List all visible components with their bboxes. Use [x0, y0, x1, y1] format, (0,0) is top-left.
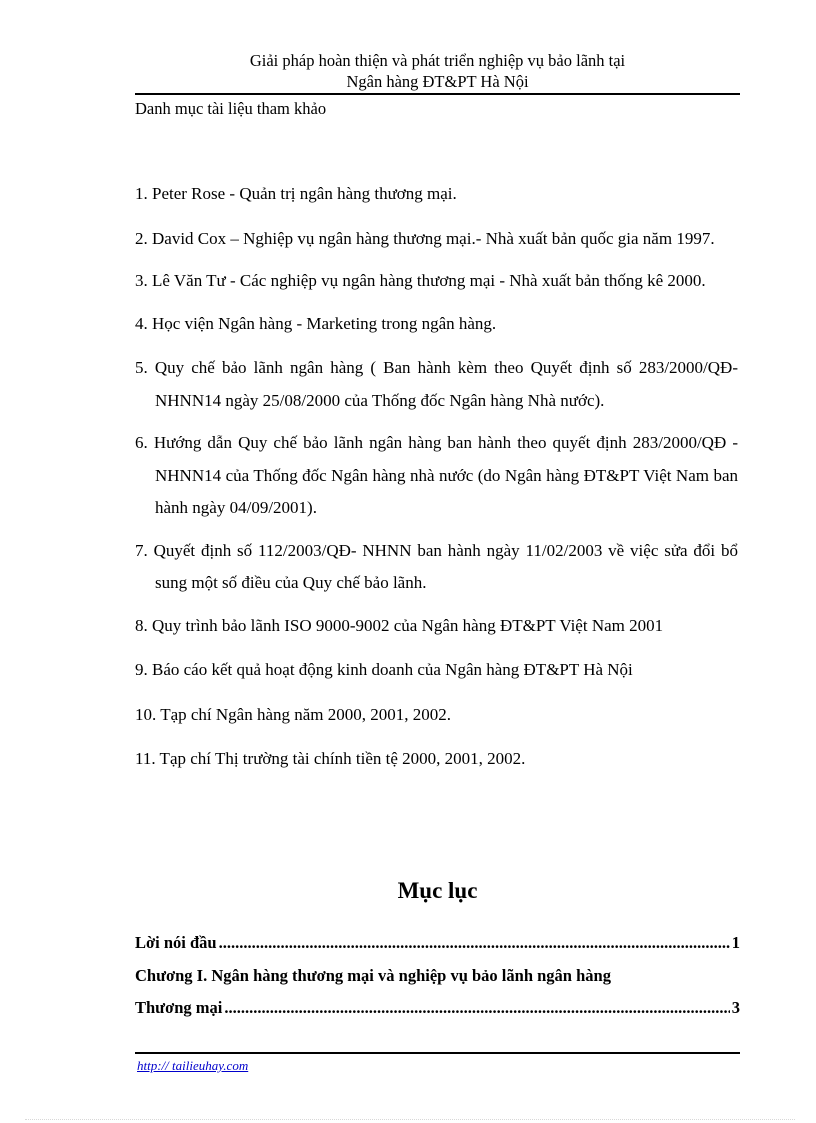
reference-item: 4. Học viện Ngân hàng - Marketing trong ngân hàng. [135, 313, 497, 333]
reference-item: 10. Tạp chí Ngân hàng năm 2000, 2001, 2002. [135, 704, 452, 724]
reference-item: 8. Quy trình bảo lãnh ISO 9000-9002 của Ngân hàng ĐT&PT Việt Nam 2001 [135, 615, 664, 635]
toc-leader-dots [224, 993, 729, 1023]
reference-item: 1. Peter Rose - Quản trị ngân hàng thương mại. [135, 184, 457, 203]
header-divider [135, 93, 740, 95]
table-of-contents [135, 928, 740, 1023]
toc-entry[interactable] [135, 928, 740, 958]
footer-link[interactable]: http:// tailieuhay.com [137, 1058, 249, 1073]
reference-item: 11. Tạp chí Thị trường tài chính tiền tệ 2000, 2001, 2002. [135, 749, 526, 768]
header-line-1: Giải pháp hoàn thiện và phát triển nghiệp vụ bảo lãnh tại [249, 51, 626, 70]
toc-entry-label: Thương mại [135, 998, 223, 1017]
header-line-2: Ngân hàng ĐT&PT Hà Nội [346, 72, 529, 91]
page-edge-divider [25, 1119, 795, 1120]
toc-entry[interactable] [135, 993, 740, 1023]
references-heading: Danh mục tài liệu tham khảo [135, 99, 327, 118]
reference-item: 5. Quy chế bảo lãnh ngân hàng ( Ban hành kèm theo Quyết định số 283/2000/QĐ-NHNN14 ngày 25/08/2000 của Thống đốc Ngân hàng Nhà nước). [135, 358, 738, 410]
toc-entry-page: 3 [731, 998, 740, 1017]
running-header [135, 50, 740, 92]
toc-entry-label: Lời nói đầu [135, 933, 217, 952]
toc-title: Mục lục [397, 878, 478, 903]
toc-entry-heading[interactable]: Chương I. Ngân hàng thương mại và nghiệp vụ bảo lãnh ngân hàng [135, 966, 611, 985]
reference-item: 3. Lê Văn Tư - Các nghiệp vụ ngân hàng thương mại - Nhà xuất bản thống kê 2000. [135, 271, 706, 290]
reference-item: 6. Hướng dẫn Quy chế bảo lãnh ngân hàng ban hành theo quyết định 283/2000/QĐ - NHNN14 của Thống đốc Ngân hàng nhà nước (do Ngân hàng ĐT&PT Việt Nam ban hành ngày 04/09/2001). [135, 433, 738, 517]
toc-entry-page: 1 [731, 933, 740, 952]
reference-item: 7. Quyết định số 112/2003/QĐ- NHNN ban hành ngày 11/02/2003 về việc sửa đổi bổ sung một số điều của Quy chế bảo lãnh. [135, 540, 738, 592]
toc-leader-dots [219, 928, 730, 958]
footer-divider [135, 1052, 740, 1054]
reference-item: 9. Báo cáo kết quả hoạt động kinh doanh của Ngân hàng ĐT&PT Hà Nội [135, 660, 633, 679]
reference-item: 2. David Cox – Nghiệp vụ ngân hàng thương mại.- Nhà xuất bản quốc gia năm 1997. [135, 228, 715, 248]
references-list [135, 178, 738, 788]
